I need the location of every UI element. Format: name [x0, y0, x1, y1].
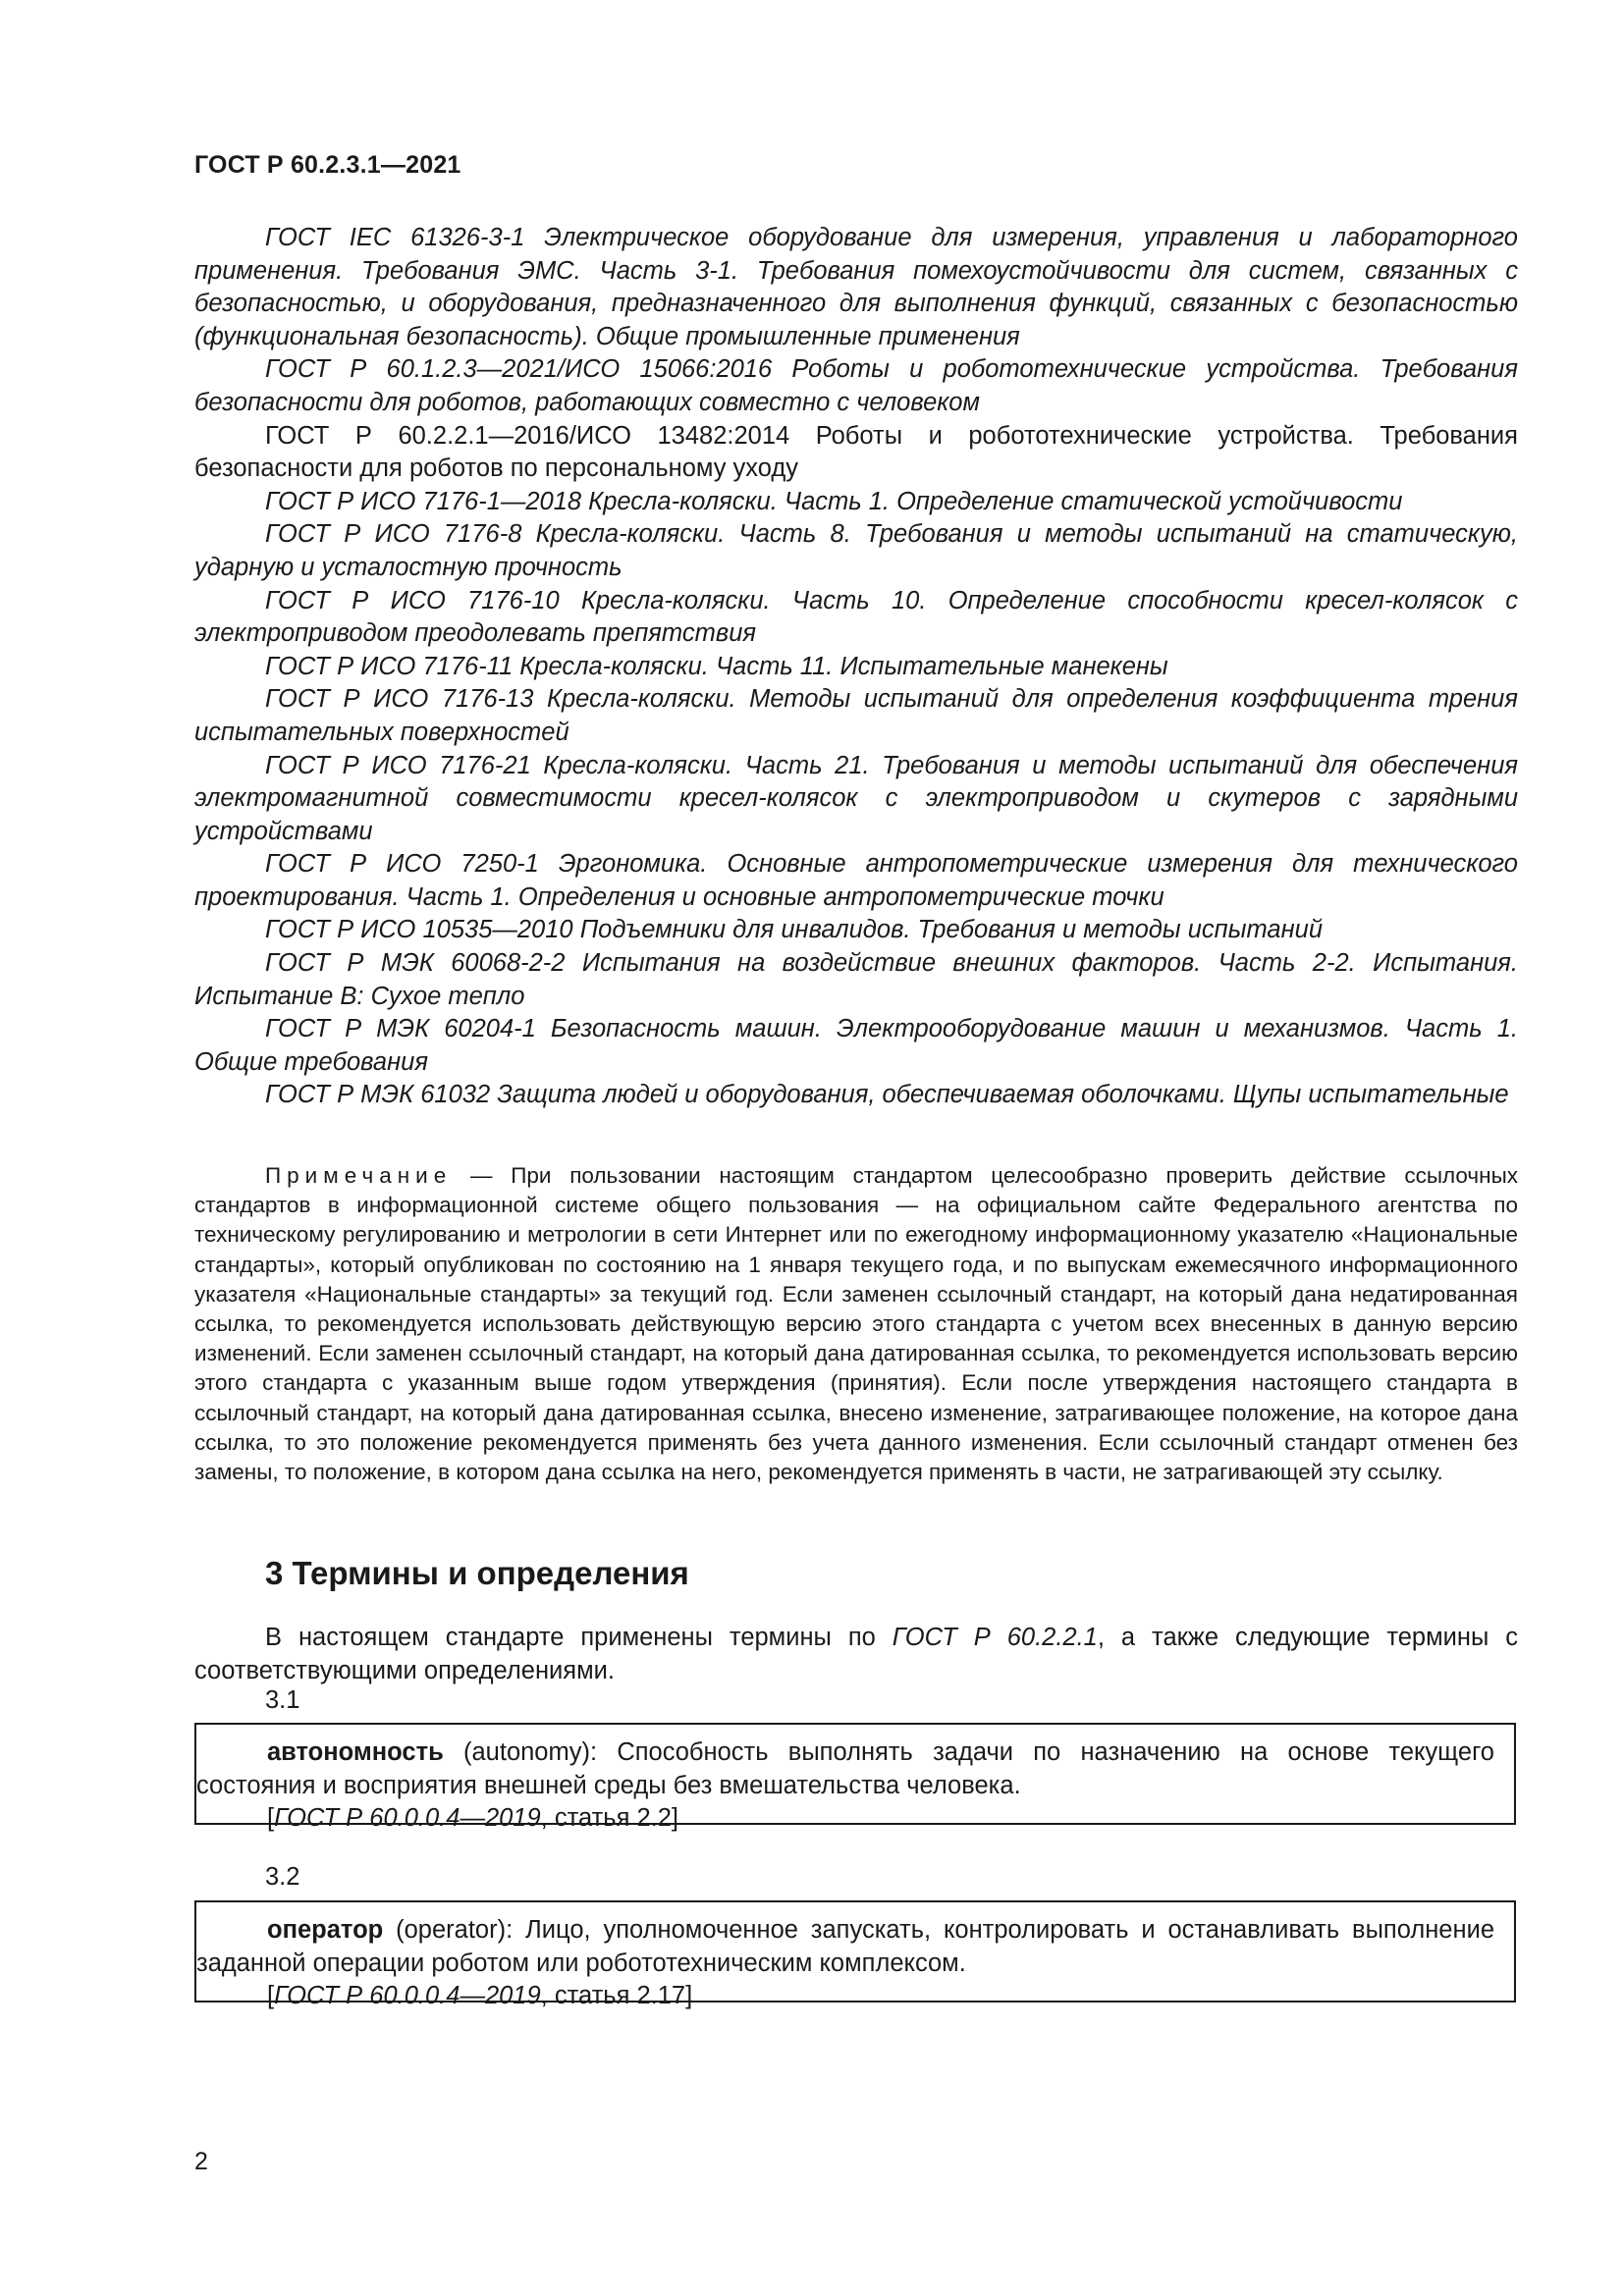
reference-item: ГОСТ Р ИСО 7176-13 Кресла-коляски. Методы испытаний для определения коэффициента трения испытательных поверхностей: [194, 685, 1518, 746]
section-title: 3 Термины и определения: [265, 1555, 689, 1591]
reference-item: ГОСТ Р ИСО 7176-11 Кресла-коляски. Часть 11. Испытательные манекены: [265, 652, 1168, 680]
term-source: [196, 1980, 1494, 2013]
term-definition: [196, 1914, 1494, 1980]
reference-item: ГОСТ Р ИСО 7250-1 Эргономика. Основные антропометрические измерения для технического проектирования. Часть 1. Определения и основные антропометрические точки: [194, 850, 1518, 911]
term-definition-text: Способность выполнять задачи по назначению на основе текущего состояния и восприятия внешней среды без вмешательства человека.: [196, 1738, 1494, 1799]
source-bracket: [: [267, 1804, 275, 1833]
intro-reference: ГОСТ Р 60.2.2.1: [892, 1624, 1098, 1651]
reference-item: ГОСТ IEC 61326-3-1 Электрическое оборудование для измерения, управления и лабораторного применения. Требования ЭМС. Часть 3-1. Требования помехоустойчивости для систем, связанных с безопасностью, и оборудования, предназначенного для выполнения функций, связанных с безопасностью (функциональная безопасность). Общие промышленные применения: [194, 224, 1518, 350]
source-reference: ГОСТ Р 60.0.0.4—2019: [274, 1804, 541, 1833]
section-intro: [194, 1622, 1518, 1687]
reference-item: ГОСТ Р ИСО 7176-1—2018 Кресла-коляски. Часть 1. Определение статической устойчивости: [265, 487, 1403, 515]
intro-text-end: , а также следующие термины с соответствующими определениями.: [194, 1624, 1518, 1684]
note-text: — При пользовании настоящим стандартом целесообразно проверить действие ссылочных стандартов в информационной системе общего пользования — на официальном сайте Федерального агентства по техническому регулированию и метрологии в сети Интернет или по ежегодному информационному указателю «Национальные стандарты», который опубликован по состоянию на 1 января текущего года, и по выпускам ежемесячного информационного указателя «Национальные стандарты» за текущий год. Если заменен ссылочный стандарт, на который дана недатированная ссылка, то рекомендуется использовать действующую версию этого стандарта с учетом всех внесенных в данную версию изменений. Если заменен ссылочный стандарт, на который дана датированная ссылка, то рекомендуется использовать версию этого стандарта с указанным выше годом утверждения (принятия). Если после утверждения настоящего стандарта в ссылочный стандарт, на который дана датированная ссылка, внесено изменение, затрагивающее положение, на которое дана ссылка, то это положение рекомендуется применять без учета данного изменения. Если ссылочный стандарт отменен без замены, то положение, в котором дана ссылка на него, рекомендуется применять в части, не затрагивающей эту ссылку.: [194, 1163, 1518, 1485]
source-bracket: [: [267, 1982, 275, 2010]
reference-item: ГОСТ Р 60.1.2.3—2021/ИСО 15066:2016 Роботы и робототехнические устройства. Требования безопасности для роботов, работающих совместно с человеком: [194, 355, 1518, 416]
normative-references-list: [194, 222, 1518, 1112]
term-definition-text: Лицо, уполномоченное запускать, контролировать и останавливать выполнение заданной операции роботом или робототехническим комплексом.: [196, 1916, 1494, 1977]
reference-item: ГОСТ Р МЭК 60204-1 Безопасность машин. Электрооборудование машин и механизмов. Часть 1. Общие требования: [194, 1015, 1518, 1076]
term-number: 3.1: [265, 1686, 300, 1714]
reference-item: ГОСТ Р ИСО 7176-21 Кресла-коляски. Часть 21. Требования и методы испытаний для обеспечения электромагнитной совместимости кресел-колясок с электроприводом и скутеров с зарядными устройствами: [194, 751, 1518, 845]
reference-item: ГОСТ Р ИСО 7176-8 Кресла-коляски. Часть 8. Требования и методы испытаний на статическую, ударную и усталостную прочность: [194, 520, 1518, 581]
reference-item: ГОСТ Р МЭК 60068-2-2 Испытания на воздействие внешних факторов. Часть 2-2. Испытания. Испытание В: Сухое тепло: [194, 949, 1518, 1010]
term-source: [196, 1802, 1494, 1836]
source-article: , статья 2.2]: [540, 1804, 678, 1833]
intro-text: В настоящем стандарте применены термины по: [265, 1624, 893, 1651]
term-word: автономность: [267, 1738, 444, 1766]
note-label: Примечание: [265, 1163, 453, 1188]
term-box: [194, 1900, 1516, 2010]
term-english: (autonomy):: [443, 1738, 618, 1766]
document-code-header: ГОСТ Р 60.2.3.1—2021: [194, 151, 461, 179]
term-definition: [196, 1736, 1494, 1802]
term-word: оператор: [267, 1916, 384, 1944]
term-english: (operator):: [383, 1916, 526, 1944]
reference-item: ГОСТ Р ИСО 7176-10 Кресла-коляски. Часть 10. Определение способности кресел-колясок с электроприводом преодолевать препятствия: [194, 586, 1518, 648]
reference-item: ГОСТ Р 60.2.2.1—2016/ИСО 13482:2014 Роботы и робототехнические устройства. Требования безопасности для роботов по персональному уходу: [194, 421, 1518, 483]
reference-item: ГОСТ Р МЭК 61032 Защита людей и оборудования, обеспечиваемая оболочками. Щупы испытательные: [265, 1081, 1509, 1109]
reference-item: ГОСТ Р ИСО 10535—2010 Подъемники для инвалидов. Требования и методы испытаний: [265, 916, 1324, 944]
page-number: 2: [194, 2148, 208, 2175]
term-number: 3.2: [265, 1863, 300, 1891]
source-reference: ГОСТ Р 60.0.0.4—2019: [274, 1982, 541, 2010]
note-block: [194, 1161, 1518, 1487]
term-box: [194, 1723, 1516, 1833]
source-article: , статья 2.17]: [540, 1982, 693, 2010]
